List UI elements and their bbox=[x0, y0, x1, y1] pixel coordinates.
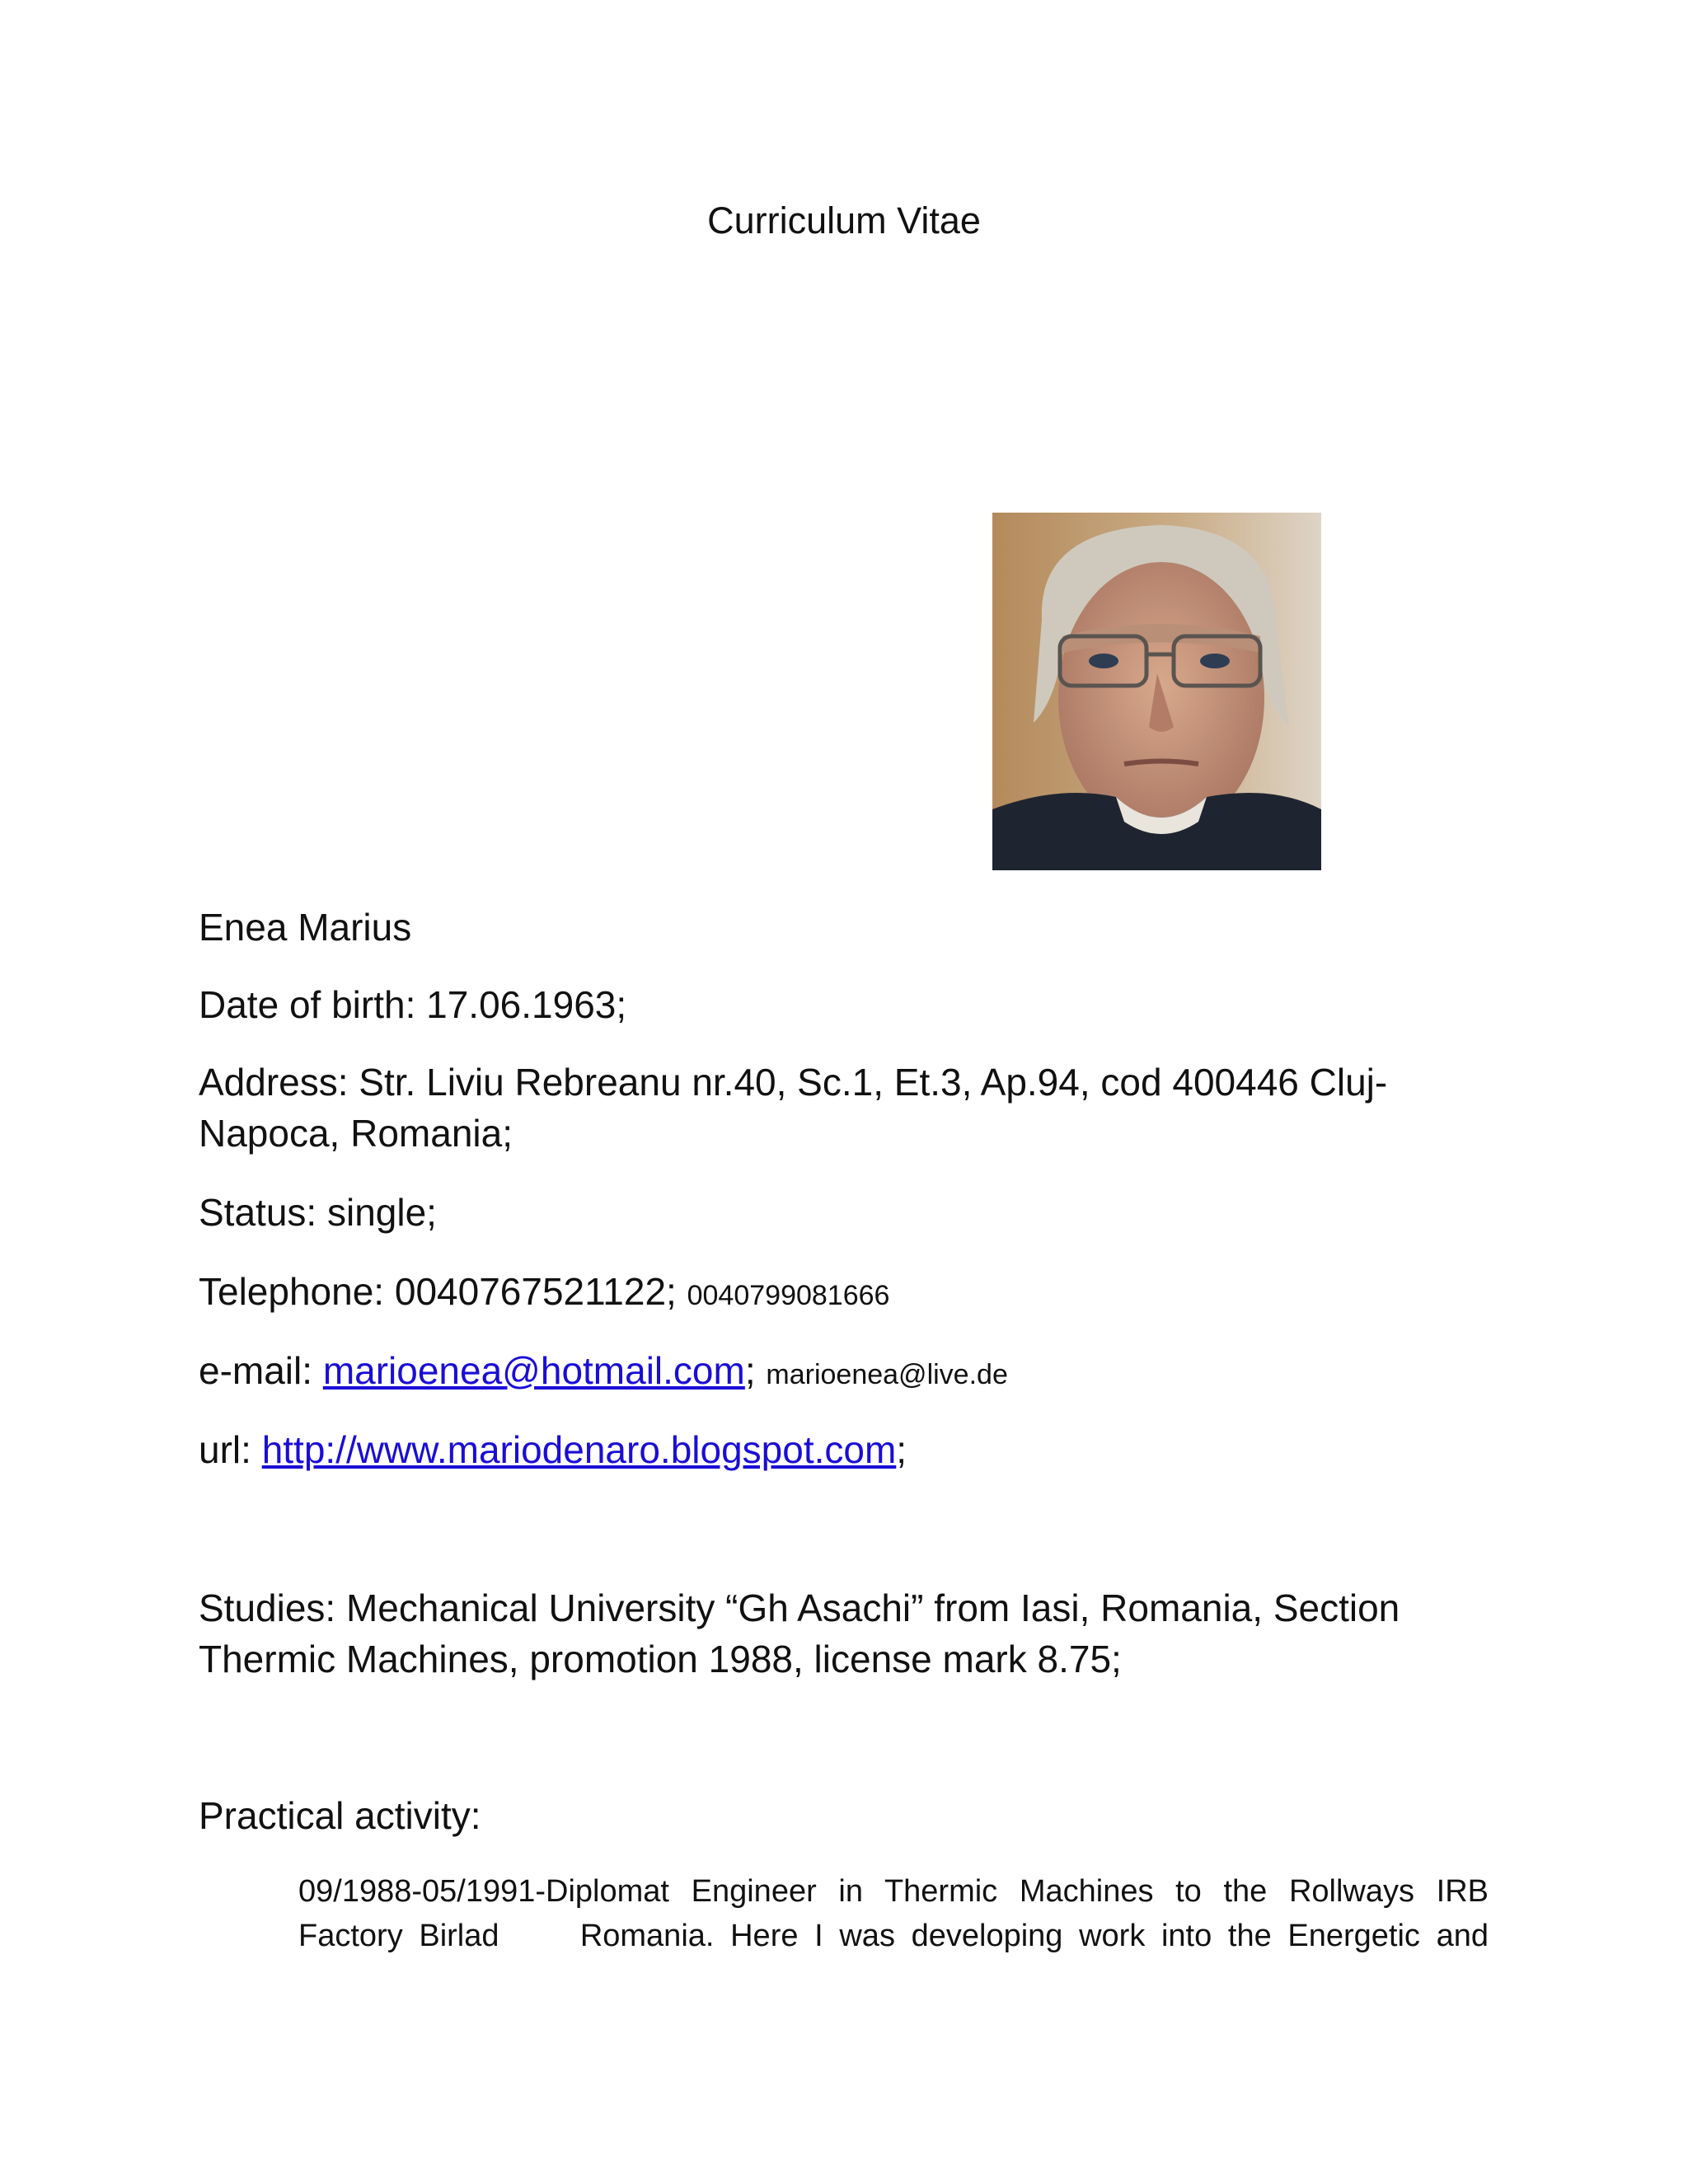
activity-entry bbox=[298, 1869, 1489, 1958]
studies-line-1: Studies: Mechanical University “Gh Asachi” from Iasi, Romania, Section bbox=[199, 1586, 1400, 1629]
url-link[interactable]: http://www.mariodenaro.blogspot.com bbox=[261, 1428, 897, 1471]
date-of-birth: Date of birth: 17.06.1963; bbox=[199, 983, 627, 1026]
telephone-main: 0040767521122; bbox=[394, 1270, 677, 1313]
url-separator: ; bbox=[896, 1428, 907, 1471]
profile-photo bbox=[992, 513, 1321, 870]
email-label: e-mail: bbox=[199, 1349, 323, 1392]
url bbox=[199, 1424, 907, 1475]
activity-line-1: 09/1988-05/1991-Diplomat Engineer in Thermic Machines to the Rollways IRB bbox=[298, 1874, 1489, 1909]
email-separator: ; bbox=[744, 1349, 756, 1392]
telephone-alt: 0040799081666 bbox=[687, 1280, 890, 1311]
studies bbox=[199, 1582, 1484, 1685]
address-line-2: Napoca, Romania; bbox=[199, 1112, 513, 1155]
practical-activity-heading: Practical activity: bbox=[199, 1794, 481, 1837]
email-alt: marioenea@live.de bbox=[766, 1359, 1008, 1390]
telephone bbox=[199, 1266, 889, 1321]
marital-status: Status: single; bbox=[199, 1191, 437, 1234]
studies-line-2: Thermic Machines, promotion 1988, license mark 8.75; bbox=[199, 1638, 1122, 1680]
telephone-label: Telephone: bbox=[199, 1270, 395, 1313]
full-name: Enea Marius bbox=[199, 906, 412, 949]
page-title: Curriculum Vitae bbox=[707, 199, 981, 241]
email bbox=[199, 1345, 1008, 1400]
url-label: url: bbox=[199, 1428, 262, 1471]
activity-line-2: Factory Birlad Romania. Here I was developing work into the Energetic and bbox=[298, 1919, 1489, 1953]
address bbox=[199, 1057, 1484, 1159]
address-line-1: Address: Str. Liviu Rebreanu nr.40, Sc.1, Et.3, Ap.94, cod 400446 Cluj- bbox=[199, 1061, 1388, 1104]
email-link[interactable]: marioenea@hotmail.com bbox=[322, 1349, 745, 1392]
